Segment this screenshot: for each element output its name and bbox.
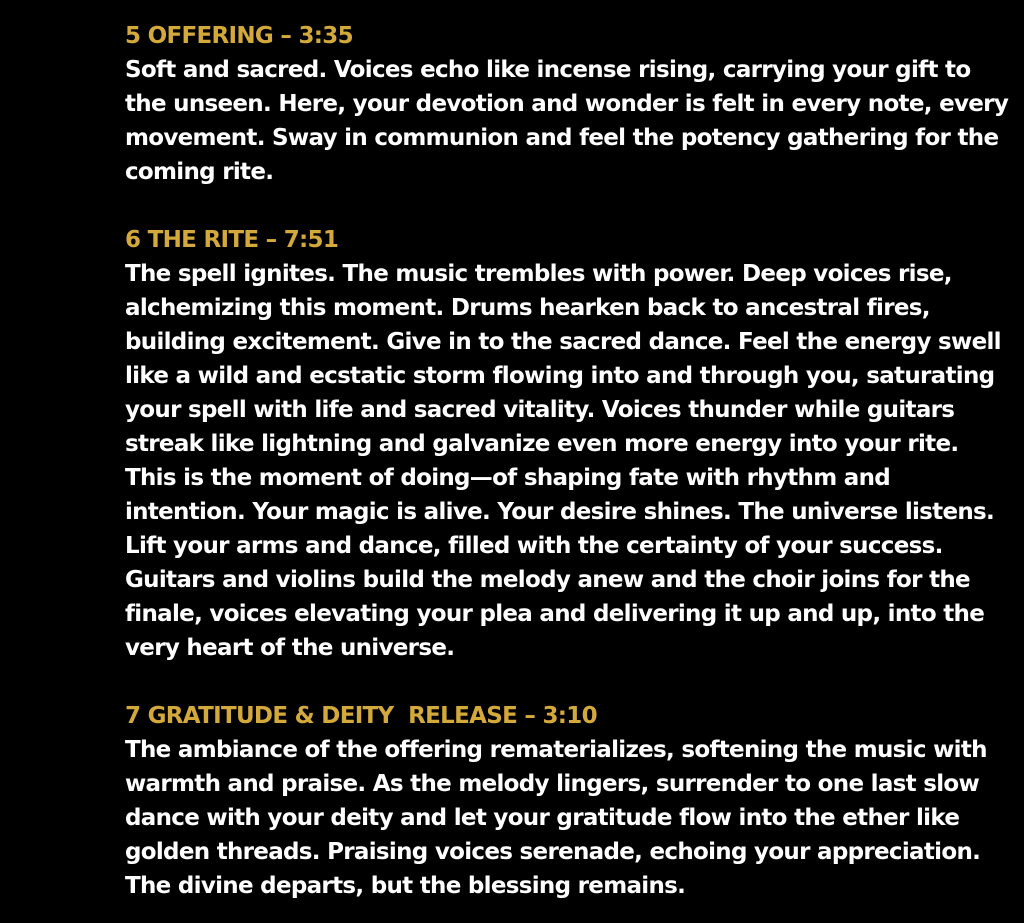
track-offering	[125, 19, 1015, 189]
track-title: 7 GRATITUDE & DEITY RELEASE – 3:10	[125, 703, 597, 729]
track-description: The spell ignites. The music trembles with power. Deep voices rise, alchemizing this moment. Drums hearken back to ancestral fires, building excitement. Give in to the sacred dance. Feel the energy swell like a wild and ecstatic storm flowing into and through you, saturating your spell with life and sacred vitality. Voices thunder while guitars streak like lightning and galvanize even more energy into your rite. This is the moment of doing—of shaping fate with rhythm and intention. Your magic is alive. Your desire shines. The universe listens. Lift your arms and dance, filled with the certainty of your success. Guitars and violins build the melody anew and the choir joins for the finale, voices elevating your plea and delivering it up and up, into the very heart of the universe.	[125, 261, 1001, 661]
track-the-rite	[125, 223, 1015, 665]
track-gratitude-deity-release	[125, 699, 1015, 903]
track-list	[125, 19, 1015, 903]
track-title: 5 OFFERING – 3:35	[125, 23, 353, 49]
track-title: 6 THE RITE – 7:51	[125, 227, 339, 253]
track-description: Soft and sacred. Voices echo like incense rising, carrying your gift to the unseen. Here, your devotion and wonder is felt in every note, every movement. Sway in communion and feel the potency gathering for the coming rite.	[125, 57, 1009, 185]
track-description: The ambiance of the offering rematerializes, softening the music with warmth and praise. As the melody lingers, surrender to one last slow dance with your deity and let your gratitude flow into the ether like golden threads. Praising voices serenade, echoing your appreciation. The divine departs, but the blessing remains.	[125, 737, 987, 899]
